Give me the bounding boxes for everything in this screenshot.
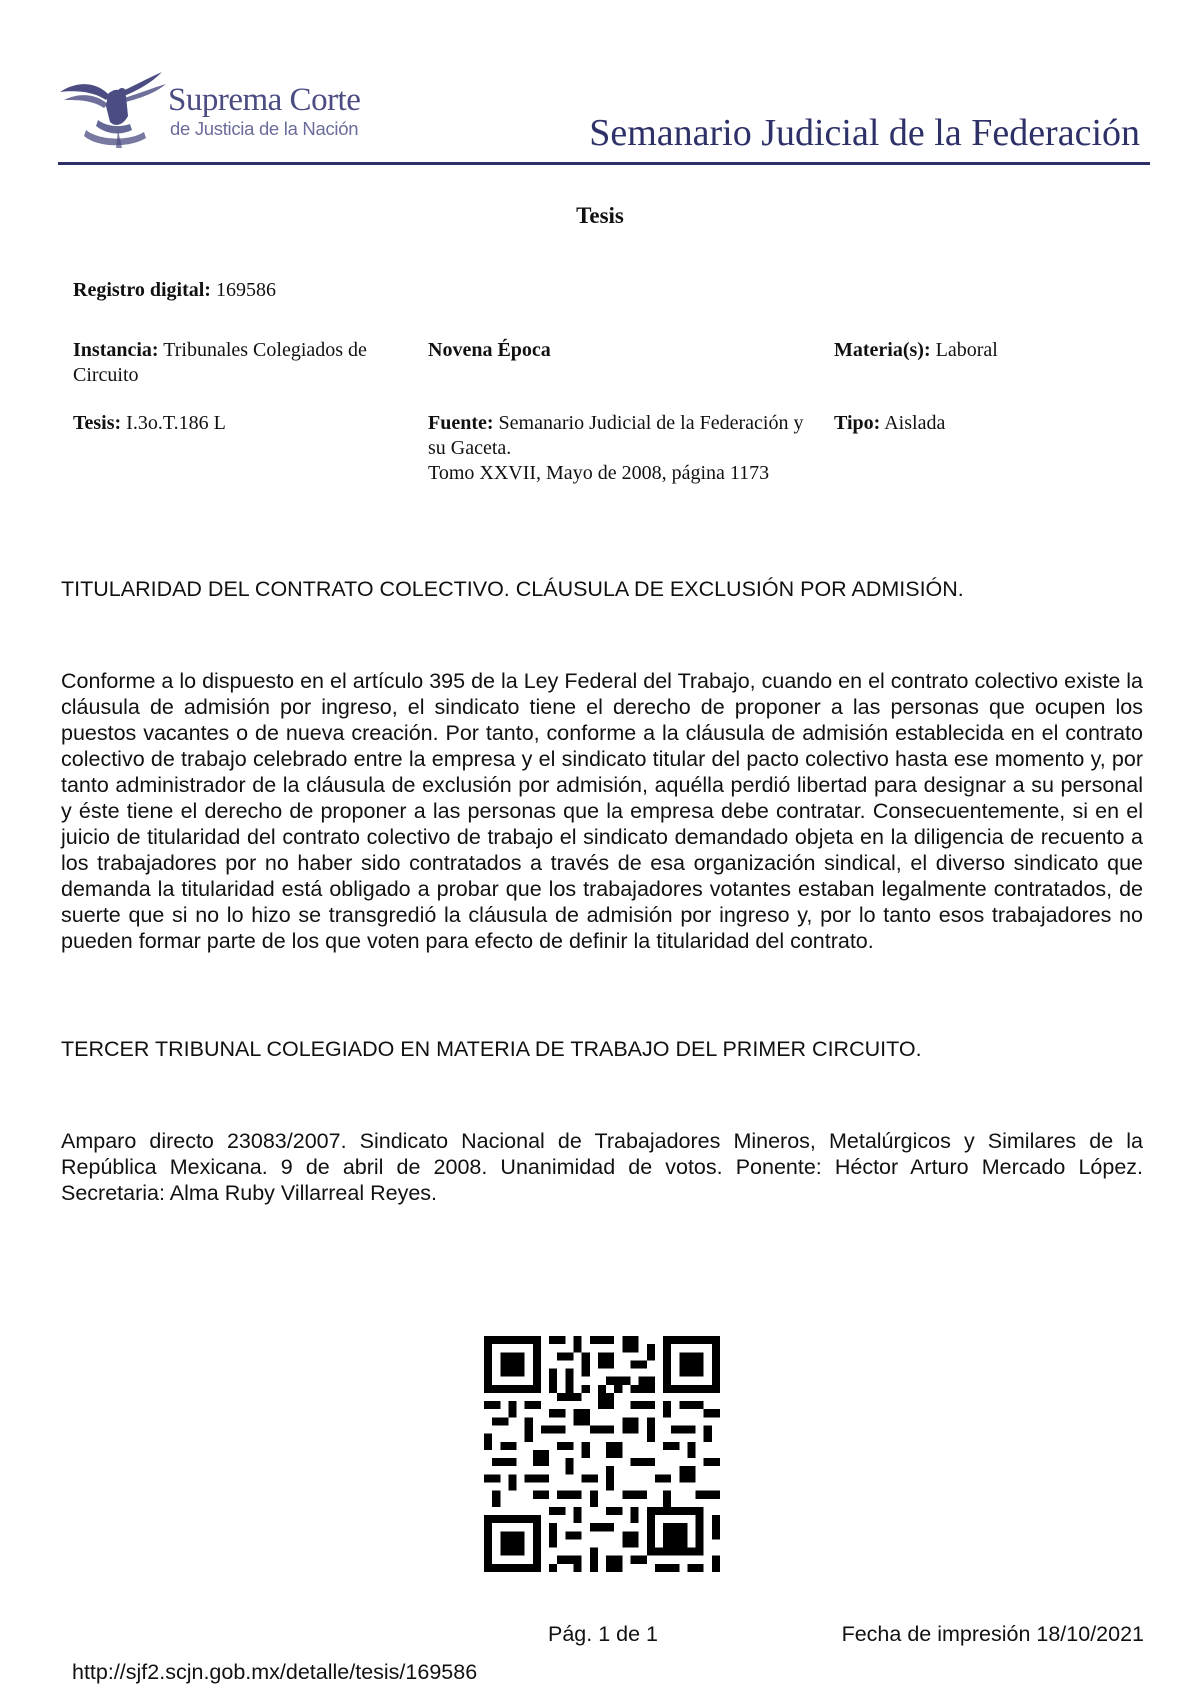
materia-label: Materia(s): <box>834 339 931 361</box>
amparo-details: Amparo directo 23083/2007. Sindicato Nacional de Trabajadores Mineros, Metalúrgicos y Similares de la República Mexicana. 9 de abril de 2008. Unanimidad de votos. Ponente: Héctor Arturo Mercado López. Secretaria: Alma Ruby Villarreal Reyes. <box>61 1129 1143 1205</box>
tesis-label: Tesis: <box>73 412 122 434</box>
materia <box>834 338 998 363</box>
registro-value: 169586 <box>215 279 276 301</box>
tipo-value: Aislada <box>884 412 946 434</box>
instancia-value: Tribunales Colegiados de Circuito <box>73 339 367 386</box>
fuente-label: Fuente: <box>428 412 494 434</box>
tesis-text: Conforme a lo dispuesto en el artículo 395 de la Ley Federal del Trabajo, cuando en el contrato colectivo existe la cláusula de admisión por ingreso, el sindicato tiene el derecho de proponer a las personas que ocupen los puestos vacantes o de nueva creación. Por tanto, conforme a la cláusula de admisión establecida en el contrato colectivo de trabajo celebrado entre la empresa y el sindicato titular del pacto colectivo hasta ese momento y, por tanto administrador de la cláusula de exclusión por admisión, aquélla perdió libertad para designar a su personal y éste tiene el derecho de proponer a las personas que la empresa debe contratar. Consecuentemente, si en el juicio de titularidad del contrato colectivo de trabajo el sindicato demandado objeta en la diligencia de recuento a los trabajadores por no haber sido contratados a través de esa organización sindical, el diverso sindicato que demanda la titularidad está obligado a probar que los trabajadores votantes estaban legalmente contratados, de suerte que si no lo hizo se transgredió la cláusula de admisión por ingreso y, por lo tanto esos trabajadores no pueden formar parte de los que voten para efecto de definir la titularidad del contrato. <box>61 669 1143 953</box>
registro-label: Registro digital: <box>73 279 211 301</box>
registro-digital <box>73 278 276 303</box>
instancia-label: Instancia: <box>73 339 159 361</box>
qr-code-icon <box>484 1336 720 1572</box>
materia-value: Laboral <box>935 339 998 361</box>
rubro: TITULARIDAD DEL CONTRATO COLECTIVO. CLÁUSULA DE EXCLUSIÓN POR ADMISIÓN. <box>61 577 964 601</box>
epoca <box>428 338 551 363</box>
logo-name: Suprema Corte <box>168 82 361 118</box>
epoca-value: Novena Época <box>428 339 551 361</box>
source-url[interactable]: http://sjf2.scjn.gob.mx/detalle/tesis/169586 <box>72 1660 478 1684</box>
instancia <box>73 338 413 388</box>
page-number: Pág. 1 de 1 <box>548 1622 658 1646</box>
tesis-clave <box>73 411 226 436</box>
fuente-tomo: Tomo XXVII, Mayo de 2008, página 1173 <box>428 462 770 484</box>
tipo-label: Tipo: <box>834 412 881 434</box>
header-divider <box>58 162 1150 165</box>
fuente-value: Semanario Judicial de la Federación y su Gaceta. <box>428 412 804 459</box>
publication-title: Semanario Judicial de la Federación <box>589 112 1140 154</box>
print-date: Fecha de impresión 18/10/2021 <box>841 1622 1144 1646</box>
precedente: TERCER TRIBUNAL COLEGIADO EN MATERIA DE TRABAJO DEL PRIMER CIRCUITO. <box>61 1037 922 1061</box>
logo-subtitle: de Justicia de la Nación <box>170 118 359 139</box>
tipo <box>834 411 945 436</box>
tesis-value: I.3o.T.186 L <box>126 412 226 434</box>
fuente <box>428 411 808 486</box>
document-type: Tesis <box>576 203 624 228</box>
eagle-emblem-icon <box>58 70 170 150</box>
